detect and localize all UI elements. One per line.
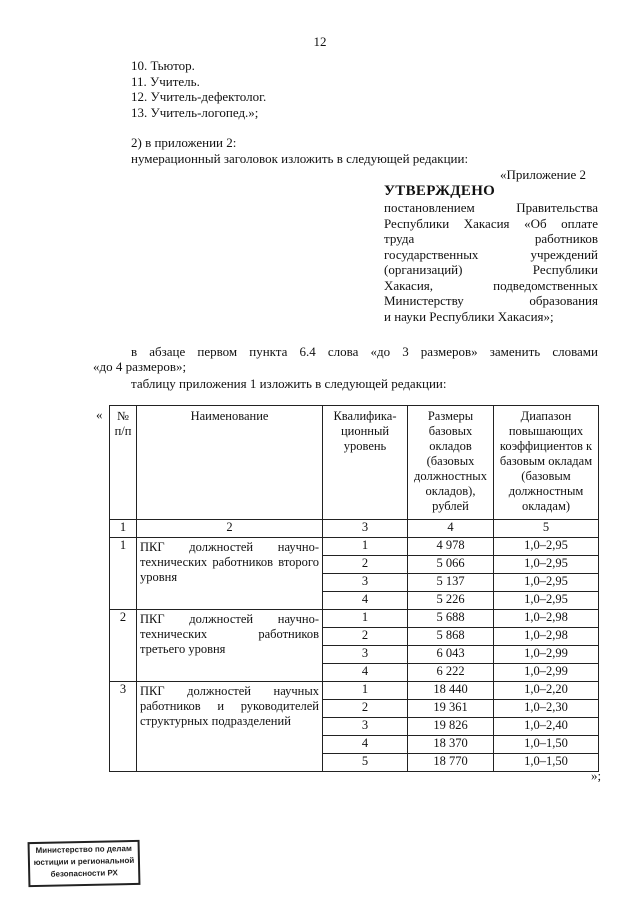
level-cell: 1 xyxy=(323,682,408,700)
approval-line: (организаций) Республики xyxy=(384,262,598,277)
table-header-row xyxy=(110,406,599,520)
profession-list xyxy=(131,58,266,120)
size-cell: 18 770 xyxy=(408,754,494,772)
range-cell: 1,0–1,50 xyxy=(494,754,599,772)
size-cell: 18 370 xyxy=(408,736,494,754)
group-number: 2 xyxy=(110,610,137,682)
range-cell: 1,0–2,95 xyxy=(494,574,599,592)
table-close-quote: »; xyxy=(591,768,602,783)
group-name: ПКГ должностей научно-технических работников второго уровня xyxy=(137,538,323,610)
range-cell: 1,0–2,95 xyxy=(494,556,599,574)
level-cell: 2 xyxy=(323,628,408,646)
approval-heading: УТВЕРЖДЕНО xyxy=(384,183,496,199)
approval-block xyxy=(384,183,598,324)
paragraph-appendix-2: 2) в приложении 2: xyxy=(131,135,237,150)
list-item: 11. Учитель. xyxy=(131,73,200,89)
level-cell: 5 xyxy=(323,754,408,772)
column-number: 1 xyxy=(110,520,137,538)
level-cell: 2 xyxy=(323,700,408,718)
header-name: Наименование xyxy=(137,406,323,520)
range-cell: 1,0–2,40 xyxy=(494,718,599,736)
group-name: ПКГ должностей научно-технических работников третьего уровня xyxy=(137,610,323,682)
table-open-quote: « xyxy=(96,407,103,422)
approval-line: Хакасия, подведомственных xyxy=(384,277,598,293)
column-number: 5 xyxy=(494,520,599,538)
range-cell: 1,0–2,98 xyxy=(494,610,599,628)
ministry-stamp xyxy=(28,840,141,887)
size-cell: 4 978 xyxy=(408,538,494,556)
approval-line: труда работников xyxy=(384,231,598,246)
approval-line: государственных учреждений xyxy=(384,246,598,262)
column-number: 3 xyxy=(323,520,408,538)
approval-line: Республики Хакасия «Об оплате xyxy=(384,215,598,231)
level-cell: 4 xyxy=(323,592,408,610)
list-item: 13. Учитель-логопед.»; xyxy=(131,104,259,120)
range-cell: 1,0–2,95 xyxy=(494,592,599,610)
size-cell: 6 222 xyxy=(408,664,494,682)
table-row xyxy=(110,538,599,556)
level-cell: 1 xyxy=(323,610,408,628)
range-cell: 1,0–2,20 xyxy=(494,682,599,700)
range-cell: 1,0–2,99 xyxy=(494,664,599,682)
column-number-row xyxy=(110,520,599,538)
stamp-line: юстиции и региональной xyxy=(33,855,135,868)
paragraph-6-4-line1: в абзаце первом пункта 6.4 слова «до 3 размеров» заменить словами xyxy=(131,344,598,359)
range-cell: 1,0–2,95 xyxy=(494,538,599,556)
level-cell: 1 xyxy=(323,538,408,556)
size-cell: 5 066 xyxy=(408,556,494,574)
list-item: 12. Учитель-дефектолог. xyxy=(131,89,267,104)
level-cell: 3 xyxy=(323,718,408,736)
paragraph-header-instruction: нумерационный заголовок изложить в следующей редакции: xyxy=(131,151,469,166)
column-number: 2 xyxy=(137,520,323,538)
stamp-line: Министерство по делам xyxy=(35,843,132,856)
range-cell: 1,0–2,98 xyxy=(494,628,599,646)
range-cell: 1,0–2,30 xyxy=(494,700,599,718)
size-cell: 6 043 xyxy=(408,646,494,664)
level-cell: 3 xyxy=(323,646,408,664)
level-cell: 4 xyxy=(323,736,408,754)
size-cell: 18 440 xyxy=(408,682,494,700)
level-cell: 4 xyxy=(323,664,408,682)
header-size: Размеры базовых окладов (базовых должностных окладов), рублей xyxy=(408,406,494,520)
page-number: 12 xyxy=(313,34,327,49)
table-row xyxy=(110,682,599,700)
group-name: ПКГ должностей научных работников и руководителей структурных подразделений xyxy=(137,682,323,772)
appendix-title: «Приложение 2 xyxy=(500,167,587,182)
header-num: № п/п xyxy=(110,406,137,520)
paragraph-6-4-line2: «до 4 размеров»; xyxy=(93,359,187,374)
level-cell: 2 xyxy=(323,556,408,574)
approval-line: и науки Республики Хакасия»; xyxy=(384,308,554,324)
list-item: 10. Тьютор. xyxy=(131,58,195,73)
group-number: 3 xyxy=(110,682,137,772)
size-cell: 19 361 xyxy=(408,700,494,718)
column-number: 4 xyxy=(408,520,494,538)
size-cell: 19 826 xyxy=(408,718,494,736)
salary-table xyxy=(109,405,599,772)
level-cell: 3 xyxy=(323,574,408,592)
size-cell: 5 226 xyxy=(408,592,494,610)
size-cell: 5 137 xyxy=(408,574,494,592)
approval-line: Министерству образования xyxy=(384,293,598,308)
header-range: Диапазон повышающих коэффициентов к базовым окладам (базовым должностным окладам) xyxy=(494,406,599,520)
size-cell: 5 688 xyxy=(408,610,494,628)
paragraph-table-instruction: таблицу приложения 1 изложить в следующей редакции: xyxy=(131,376,447,391)
header-level: Квалифика-ционный уровень xyxy=(323,406,408,520)
approval-line: постановлением Правительства xyxy=(384,200,598,215)
range-cell: 1,0–2,99 xyxy=(494,646,599,664)
range-cell: 1,0–1,50 xyxy=(494,736,599,754)
group-number: 1 xyxy=(110,538,137,610)
size-cell: 5 868 xyxy=(408,628,494,646)
stamp-line: безопасности РХ xyxy=(50,868,118,879)
table-row xyxy=(110,610,599,628)
